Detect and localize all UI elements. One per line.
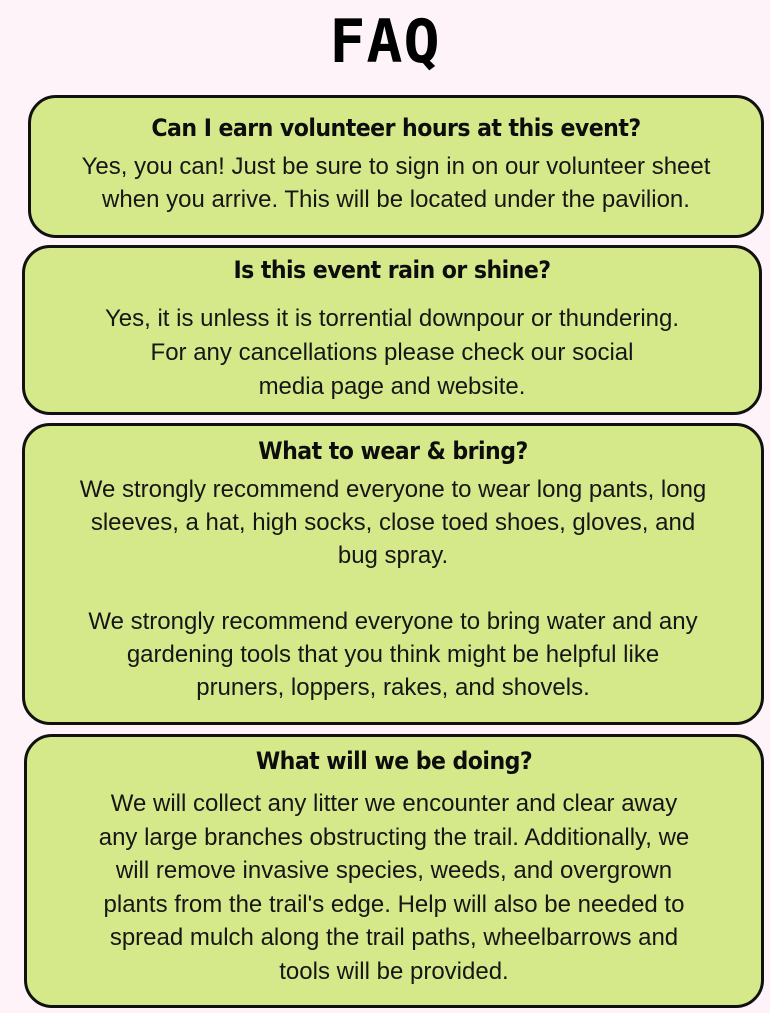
faq-card-activities — [24, 734, 764, 1008]
answer-line: tools will be provided. — [279, 957, 509, 985]
answer-line: Yes, it is unless it is torrential downpour or thundering. — [104, 305, 680, 332]
faq-question: Is this event rain or shine? — [233, 256, 551, 284]
answer-line: sleeves, a hat, high socks, close toed shoes, gloves, and — [90, 509, 696, 536]
answer-line: spread mulch along the trail paths, wheelbarrows and — [109, 924, 679, 951]
faq-question: What will we be doing? — [255, 747, 533, 775]
answer-line: We will collect any litter we encounter and clear away — [110, 790, 678, 817]
faq-answer — [25, 473, 761, 704]
answer-line: Yes, you can! Just be sure to sign in on our volunteer sheet — [81, 153, 711, 180]
answer-line: For any cancellations please check our social — [150, 339, 634, 366]
faq-card-wear-and-bring — [22, 423, 764, 725]
answer-line: gardening tools that you think might be helpful like — [126, 641, 660, 668]
answer-line: when you arrive. This will be located under the pavilion. — [102, 186, 690, 213]
faq-question: Can I earn volunteer hours at this event? — [151, 114, 641, 142]
faq-answer — [27, 787, 761, 988]
answer-line: will remove invasive species, weeds, and overgrown — [115, 857, 673, 884]
faq-card-volunteer-hours — [28, 95, 764, 238]
faq-answer — [31, 150, 761, 216]
answer-line: media page and website. — [258, 373, 526, 400]
faq-answer — [25, 302, 759, 404]
answer-line: pruners, loppers, rakes, and shovels. — [196, 674, 590, 701]
answer-line: We strongly recommend everyone to wear long pants, long — [79, 476, 707, 503]
page-title: FAQ — [329, 7, 441, 77]
faq-question: What to wear & bring? — [258, 437, 528, 465]
answer-line: plants from the trail's edge. Help will also be needed to — [103, 890, 685, 918]
answer-line: any large branches obstructing the trail. Additionally, we — [98, 823, 690, 851]
answer-line: bug spray. — [337, 542, 449, 569]
faq-card-rain-or-shine — [22, 245, 762, 415]
answer-line: We strongly recommend everyone to bring water and any — [88, 608, 698, 635]
